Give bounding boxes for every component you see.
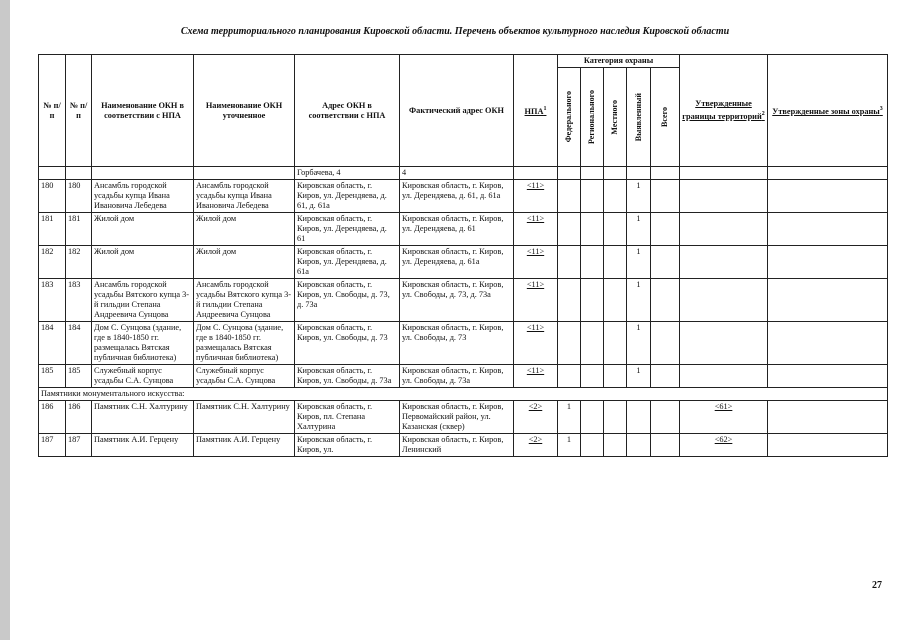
cell-federal bbox=[558, 322, 581, 365]
cell-name: Жилой дом bbox=[92, 246, 194, 279]
cell-borders-link[interactable]: <61> bbox=[680, 401, 768, 434]
header-category-regional bbox=[581, 68, 604, 167]
cell-identified: 1 bbox=[627, 322, 651, 365]
scan-margin-shadow bbox=[0, 0, 10, 640]
cell-local bbox=[604, 434, 627, 457]
cell-zones bbox=[768, 180, 888, 213]
cell-local bbox=[604, 401, 627, 434]
header-category-identified bbox=[627, 68, 651, 167]
cell-n1: 182 bbox=[39, 246, 66, 279]
cell-npa-link[interactable]: <11> bbox=[514, 279, 558, 322]
cell-address-actual: Кировская область, г. Киров, ул. Свободы, д. 73, д. 73а bbox=[400, 279, 514, 322]
cell-federal bbox=[558, 279, 581, 322]
cell-local bbox=[604, 322, 627, 365]
header-category-total-label: Всего bbox=[660, 107, 669, 127]
cell-total bbox=[651, 434, 680, 457]
cell-address-actual: Кировская область, г. Киров, ул. Дерендяева, д. 61, д. 61а bbox=[400, 180, 514, 213]
header-approved-borders-sup: 2 bbox=[761, 111, 765, 118]
cell-n1: 181 bbox=[39, 213, 66, 246]
table-row bbox=[39, 180, 888, 213]
table-row bbox=[39, 279, 888, 322]
cell-federal: 1 bbox=[558, 434, 581, 457]
cell-borders bbox=[680, 213, 768, 246]
header-category-federal-label: Федерального bbox=[564, 91, 573, 143]
cell-federal: 1 bbox=[558, 401, 581, 434]
cell-name-refined: Жилой дом bbox=[194, 246, 295, 279]
cell-name-refined: Ансамбль городской усадьбы купца Ивана Ивановича Лебедева bbox=[194, 180, 295, 213]
cell-npa-link[interactable]: <11> bbox=[514, 322, 558, 365]
cell-regional bbox=[581, 279, 604, 322]
header-approved-borders-label: Утвержденные границы территорий bbox=[682, 99, 762, 121]
cell-npa-link[interactable]: <2> bbox=[514, 401, 558, 434]
cell-federal bbox=[558, 246, 581, 279]
header-category-group: Категория охраны bbox=[558, 55, 680, 68]
cell-regional bbox=[581, 365, 604, 388]
header-category-local bbox=[604, 68, 627, 167]
cell-n2: 182 bbox=[66, 246, 92, 279]
cell-borders-link[interactable]: <62> bbox=[680, 434, 768, 457]
cell-npa-link[interactable]: <11> bbox=[514, 365, 558, 388]
header-npa bbox=[514, 55, 558, 167]
cell-name: Памятник А.И. Герцену bbox=[92, 434, 194, 457]
cell-address-npa: Кировская область, г. Киров, ул. bbox=[295, 434, 400, 457]
cell-federal bbox=[558, 213, 581, 246]
header-category-local-label: Местного bbox=[610, 99, 619, 135]
heritage-objects-table bbox=[38, 54, 888, 457]
cell-address-npa: Кировская область, г. Киров, ул. Дерендяева, д. 61а bbox=[295, 246, 400, 279]
cell-zones bbox=[768, 434, 888, 457]
cell-borders bbox=[680, 322, 768, 365]
cell-name-refined: Ансамбль городской усадьбы Вятского купца 3-й гильдии Степана Андреевича Сунцова bbox=[194, 279, 295, 322]
cell-identified bbox=[627, 434, 651, 457]
cell-n1: 185 bbox=[39, 365, 66, 388]
header-npa-sup: 1 bbox=[543, 106, 547, 113]
cell-borders bbox=[680, 365, 768, 388]
cell-local bbox=[604, 180, 627, 213]
cell-zones bbox=[768, 279, 888, 322]
cell-federal bbox=[558, 365, 581, 388]
header-num1: № п/п bbox=[39, 55, 66, 167]
table-row bbox=[39, 434, 888, 457]
cell-identified: 1 bbox=[627, 180, 651, 213]
cell-total bbox=[651, 246, 680, 279]
cell-regional bbox=[581, 434, 604, 457]
section-title: Памятники монументального искусства: bbox=[39, 388, 888, 401]
cell-name-refined: Жилой дом bbox=[194, 213, 295, 246]
header-approved-zones-sup: 3 bbox=[879, 106, 883, 113]
cell-local bbox=[604, 365, 627, 388]
cell-total bbox=[651, 213, 680, 246]
section-row bbox=[39, 388, 888, 401]
cell-address-npa: Кировская область, г. Киров, ул. Дерендяева, д. 61, д. 61а bbox=[295, 180, 400, 213]
cell-address-npa: Кировская область, г. Киров, ул. Свободы, д. 73а bbox=[295, 365, 400, 388]
continuation-address-actual: 4 bbox=[400, 167, 514, 180]
header-address-npa: Адрес ОКН в соответствии с НПА bbox=[295, 55, 400, 167]
header-row-top bbox=[39, 55, 888, 68]
cell-n1: 186 bbox=[39, 401, 66, 434]
cell-regional bbox=[581, 180, 604, 213]
header-num2: № п/п bbox=[66, 55, 92, 167]
header-name: Наименование ОКН в соответствии с НПА bbox=[92, 55, 194, 167]
cell-n1: 184 bbox=[39, 322, 66, 365]
cell-n2: 180 bbox=[66, 180, 92, 213]
cell-local bbox=[604, 246, 627, 279]
cell-zones bbox=[768, 322, 888, 365]
cell-npa-link[interactable]: <11> bbox=[514, 213, 558, 246]
cell-address-npa: Кировская область, г. Киров, ул. Дерендяева, д. 61 bbox=[295, 213, 400, 246]
cell-n2: 184 bbox=[66, 322, 92, 365]
continuation-row bbox=[39, 167, 888, 180]
cell-address-actual: Кировская область, г. Киров, ул. Дерендяева, д. 61 bbox=[400, 213, 514, 246]
cell-name: Жилой дом bbox=[92, 213, 194, 246]
cell-total bbox=[651, 365, 680, 388]
cell-local bbox=[604, 279, 627, 322]
cell-identified: 1 bbox=[627, 213, 651, 246]
header-approved-borders bbox=[680, 55, 768, 167]
header-name-refined: Наименование ОКН уточненное bbox=[194, 55, 295, 167]
header-npa-label: НПА bbox=[524, 106, 544, 116]
cell-regional bbox=[581, 246, 604, 279]
header-category-identified-label: Выявленный bbox=[633, 92, 643, 142]
table-row bbox=[39, 213, 888, 246]
header-category-federal bbox=[558, 68, 581, 167]
cell-n2: 187 bbox=[66, 434, 92, 457]
table-row bbox=[39, 401, 888, 434]
cell-zones bbox=[768, 213, 888, 246]
cell-borders bbox=[680, 180, 768, 213]
cell-n2: 185 bbox=[66, 365, 92, 388]
page-number: 27 bbox=[872, 580, 882, 591]
cell-name-refined: Дом С. Сунцова (здание, где в 1840-1850 гг. размещалась Вятская публичная библиотека) bbox=[194, 322, 295, 365]
cell-regional bbox=[581, 322, 604, 365]
cell-address-npa: Кировская область, г. Киров, пл. Степана Халтурина bbox=[295, 401, 400, 434]
header-approved-zones-label: Утвержденные зоны охраны bbox=[772, 106, 880, 116]
cell-n2: 181 bbox=[66, 213, 92, 246]
cell-identified: 1 bbox=[627, 365, 651, 388]
continuation-address-npa: Горбачева, 4 bbox=[295, 167, 400, 180]
cell-identified: 1 bbox=[627, 246, 651, 279]
cell-borders bbox=[680, 279, 768, 322]
cell-address-npa: Кировская область, г. Киров, ул. Свободы, д. 73, д. 73а bbox=[295, 279, 400, 322]
cell-name: Служебный корпус усадьбы С.А. Сунцова bbox=[92, 365, 194, 388]
cell-n1: 180 bbox=[39, 180, 66, 213]
cell-total bbox=[651, 279, 680, 322]
cell-regional bbox=[581, 213, 604, 246]
cell-address-actual: Кировская область, г. Киров, ул. Свободы, д. 73а bbox=[400, 365, 514, 388]
cell-zones bbox=[768, 246, 888, 279]
header-approved-zones bbox=[768, 55, 888, 167]
cell-name-refined: Памятник С.Н. Халтурину bbox=[194, 401, 295, 434]
cell-npa-link[interactable]: <11> bbox=[514, 246, 558, 279]
cell-name: Памятник С.Н. Халтурину bbox=[92, 401, 194, 434]
cell-address-actual: Кировская область, г. Киров, Ленинский bbox=[400, 434, 514, 457]
cell-n2: 183 bbox=[66, 279, 92, 322]
cell-zones bbox=[768, 401, 888, 434]
cell-npa-link[interactable]: <2> bbox=[514, 434, 558, 457]
cell-name-refined: Памятник А.И. Герцену bbox=[194, 434, 295, 457]
cell-name: Ансамбль городской усадьбы купца Ивана Ивановича Лебедева bbox=[92, 180, 194, 213]
cell-address-actual: Кировская область, г. Киров, Первомайский район, ул. Казанская (сквер) bbox=[400, 401, 514, 434]
table-row bbox=[39, 246, 888, 279]
cell-address-actual: Кировская область, г. Киров, ул. Дерендяева, д. 61а bbox=[400, 246, 514, 279]
cell-total bbox=[651, 322, 680, 365]
cell-total bbox=[651, 180, 680, 213]
header-address-actual: Фактический адрес ОКН bbox=[400, 55, 514, 167]
cell-total bbox=[651, 401, 680, 434]
cell-name: Дом С. Сунцова (здание, где в 1840-1850 гг. размещалась Вятская публичная библиотека) bbox=[92, 322, 194, 365]
cell-name: Ансамбль городской усадьбы Вятского купца 3-й гильдии Степана Андреевича Сунцова bbox=[92, 279, 194, 322]
page-title: Схема территориального планирования Кировской области. Перечень объектов культурного наследия Кировской области bbox=[180, 26, 730, 37]
header-category-regional-label: Регионального bbox=[587, 89, 596, 144]
cell-borders bbox=[680, 246, 768, 279]
cell-local bbox=[604, 213, 627, 246]
cell-n2: 186 bbox=[66, 401, 92, 434]
cell-n1: 183 bbox=[39, 279, 66, 322]
cell-federal bbox=[558, 180, 581, 213]
cell-npa-link[interactable]: <11> bbox=[514, 180, 558, 213]
cell-n1: 187 bbox=[39, 434, 66, 457]
cell-identified: 1 bbox=[627, 279, 651, 322]
header-category-total bbox=[651, 68, 680, 167]
cell-address-actual: Кировская область, г. Киров, ул. Свободы, д. 73 bbox=[400, 322, 514, 365]
cell-zones bbox=[768, 365, 888, 388]
cell-address-npa: Кировская область, г. Киров, ул. Свободы, д. 73 bbox=[295, 322, 400, 365]
table-row bbox=[39, 365, 888, 388]
cell-regional bbox=[581, 401, 604, 434]
cell-name-refined: Служебный корпус усадьбы С.А. Сунцова bbox=[194, 365, 295, 388]
cell-identified bbox=[627, 401, 651, 434]
table-row bbox=[39, 322, 888, 365]
